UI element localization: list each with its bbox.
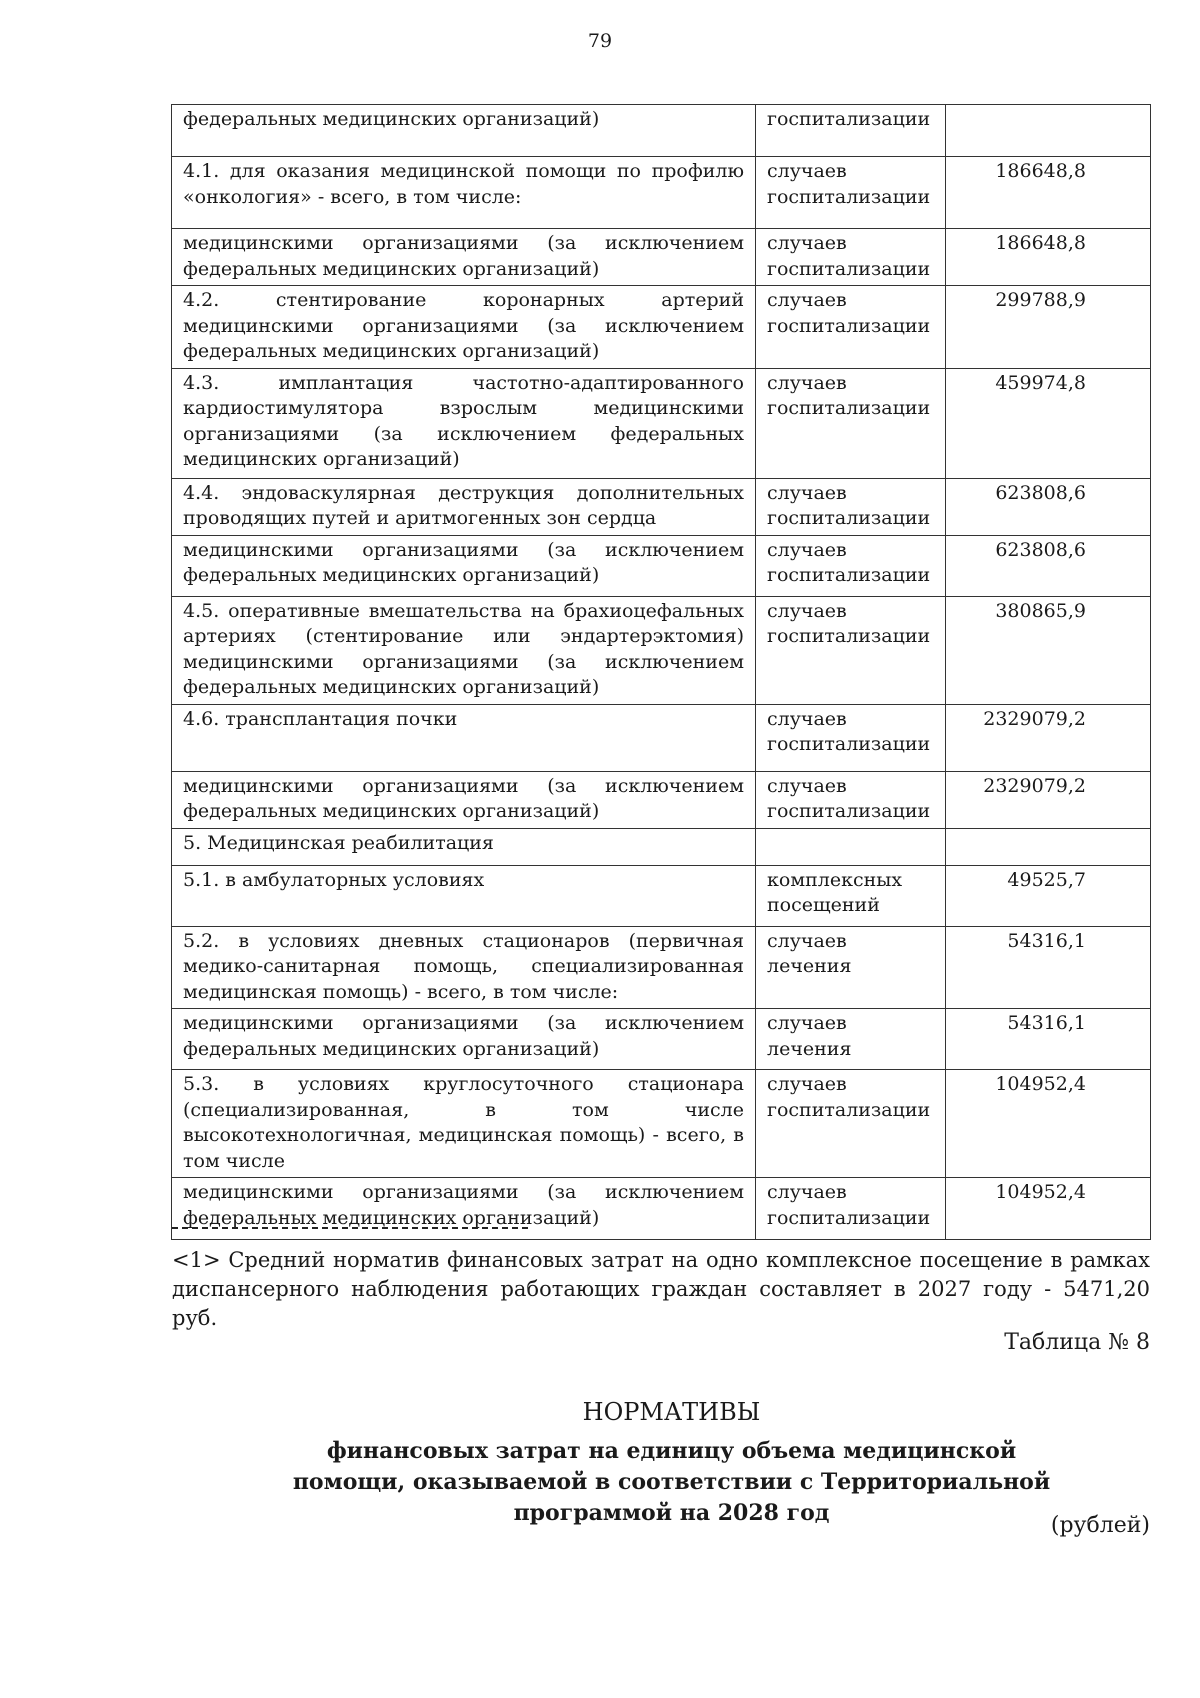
normatives-table bbox=[171, 104, 1151, 1240]
row-description: 4.2. стентирование коронарных артерий медицинскими организациями (за исключением федеральных медицинских организаций) bbox=[172, 286, 756, 369]
table-row bbox=[172, 105, 1151, 157]
row-value: 54316,1 bbox=[946, 1009, 1151, 1070]
row-value: 380865,9 bbox=[946, 596, 1151, 704]
row-value: 104952,4 bbox=[946, 1178, 1151, 1240]
row-value: 186648,8 bbox=[946, 229, 1151, 286]
units-label: (рублей) bbox=[1050, 1513, 1150, 1538]
row-description: 5.1. в амбулаторных условиях bbox=[172, 865, 756, 926]
row-unit: случаев госпитализации bbox=[756, 1178, 946, 1240]
section-subtitle bbox=[0, 1436, 1200, 1529]
table-row bbox=[172, 1178, 1151, 1240]
row-description: 5.3. в условиях круглосуточного стационара (специализированная, в том числе высокотехнологичная, медицинская помощь) - всего, в том числе bbox=[172, 1070, 756, 1178]
row-value: 49525,7 bbox=[946, 865, 1151, 926]
row-description: медицинскими организациями (за исключением федеральных медицинских организаций) bbox=[172, 535, 756, 596]
footnote: <1> Средний норматив финансовых затрат на одно комплексное посещение в рамках диспансерного наблюдения работающих граждан составляет в 2027 году - 5471,20 руб. bbox=[172, 1248, 1150, 1330]
row-unit: случаев лечения bbox=[756, 926, 946, 1009]
row-unit bbox=[756, 828, 946, 865]
row-description: медицинскими организациями (за исключением федеральных медицинских организаций) bbox=[172, 1009, 756, 1070]
subtitle-line: программой на 2028 год bbox=[513, 1500, 830, 1526]
row-description: 4.3. имплантация частотно-адаптированного кардиостимулятора взрослым медицинскими организациями (за исключением федеральных медицинских организаций) bbox=[172, 368, 756, 478]
row-description: 4.5. оперативные вмешательства на брахиоцефальных артериях (стентирование или эндартерэктомия) медицинскими организациями (за исключением федеральных медицинских организаций) bbox=[172, 596, 756, 704]
table-row bbox=[172, 535, 1151, 596]
row-value: 299788,9 bbox=[946, 286, 1151, 369]
row-description: 4.1. для оказания медицинской помощи по профилю «онкология» - всего, в том числе: bbox=[172, 157, 756, 229]
table-row bbox=[172, 286, 1151, 369]
row-value: 623808,6 bbox=[946, 535, 1151, 596]
table-row bbox=[172, 596, 1151, 704]
row-unit: комплексных посещений bbox=[756, 865, 946, 926]
row-unit: случаев госпитализации bbox=[756, 596, 946, 704]
row-value: 186648,8 bbox=[946, 157, 1151, 229]
row-unit: случаев госпитализации bbox=[756, 478, 946, 535]
row-value: 623808,6 bbox=[946, 478, 1151, 535]
table-row bbox=[172, 865, 1151, 926]
table-row bbox=[172, 229, 1151, 286]
subtitle-line: финансовых затрат на единицу объема медицинской bbox=[326, 1438, 1017, 1464]
table-row bbox=[172, 828, 1151, 865]
row-description: федеральных медицинских организаций) bbox=[172, 105, 756, 157]
table-row bbox=[172, 771, 1151, 828]
row-description: 5. Медицинская реабилитация bbox=[172, 828, 756, 865]
table-row bbox=[172, 926, 1151, 1009]
table-row bbox=[172, 1070, 1151, 1178]
row-value: 459974,8 bbox=[946, 368, 1151, 478]
row-unit: случаев госпитализации bbox=[756, 704, 946, 771]
row-value bbox=[946, 828, 1151, 865]
row-unit: случаев госпитализации bbox=[756, 286, 946, 369]
section-title: НОРМАТИВЫ bbox=[582, 1398, 761, 1426]
table-row bbox=[172, 157, 1151, 229]
row-unit: госпитализации bbox=[756, 105, 946, 157]
row-value: 54316,1 bbox=[946, 926, 1151, 1009]
subtitle-line: помощи, оказываемой в соответствии с Территориальной bbox=[292, 1469, 1051, 1495]
footnote-separator bbox=[172, 1227, 528, 1229]
row-description: медицинскими организациями (за исключением федеральных медицинских организаций) bbox=[172, 229, 756, 286]
row-value: 104952,4 bbox=[946, 1070, 1151, 1178]
row-unit: случаев госпитализации bbox=[756, 229, 946, 286]
row-unit: случаев лечения bbox=[756, 1009, 946, 1070]
row-unit: случаев госпитализации bbox=[756, 157, 946, 229]
row-unit: случаев госпитализации bbox=[756, 771, 946, 828]
table-row bbox=[172, 478, 1151, 535]
row-unit: случаев госпитализации bbox=[756, 535, 946, 596]
table-row bbox=[172, 368, 1151, 478]
row-description: медицинскими организациями (за исключением федеральных медицинских организаций) bbox=[172, 1178, 756, 1240]
table-number: Таблица № 8 bbox=[1004, 1330, 1150, 1355]
row-unit: случаев госпитализации bbox=[756, 368, 946, 478]
row-value: 2329079,2 bbox=[946, 771, 1151, 828]
table-row bbox=[172, 1009, 1151, 1070]
row-description: 5.2. в условиях дневных стационаров (первичная медико-санитарная помощь, специализированная медицинская помощь) - всего, в том числе: bbox=[172, 926, 756, 1009]
row-value bbox=[946, 105, 1151, 157]
table-row bbox=[172, 704, 1151, 771]
row-unit: случаев госпитализации bbox=[756, 1070, 946, 1178]
row-description: 4.4. эндоваскулярная деструкция дополнительных проводящих путей и аритмогенных зон сердца bbox=[172, 478, 756, 535]
row-description: 4.6. трансплантация почки bbox=[172, 704, 756, 771]
page-number: 79 bbox=[587, 30, 613, 52]
row-value: 2329079,2 bbox=[946, 704, 1151, 771]
row-description: медицинскими организациями (за исключением федеральных медицинских организаций) bbox=[172, 771, 756, 828]
